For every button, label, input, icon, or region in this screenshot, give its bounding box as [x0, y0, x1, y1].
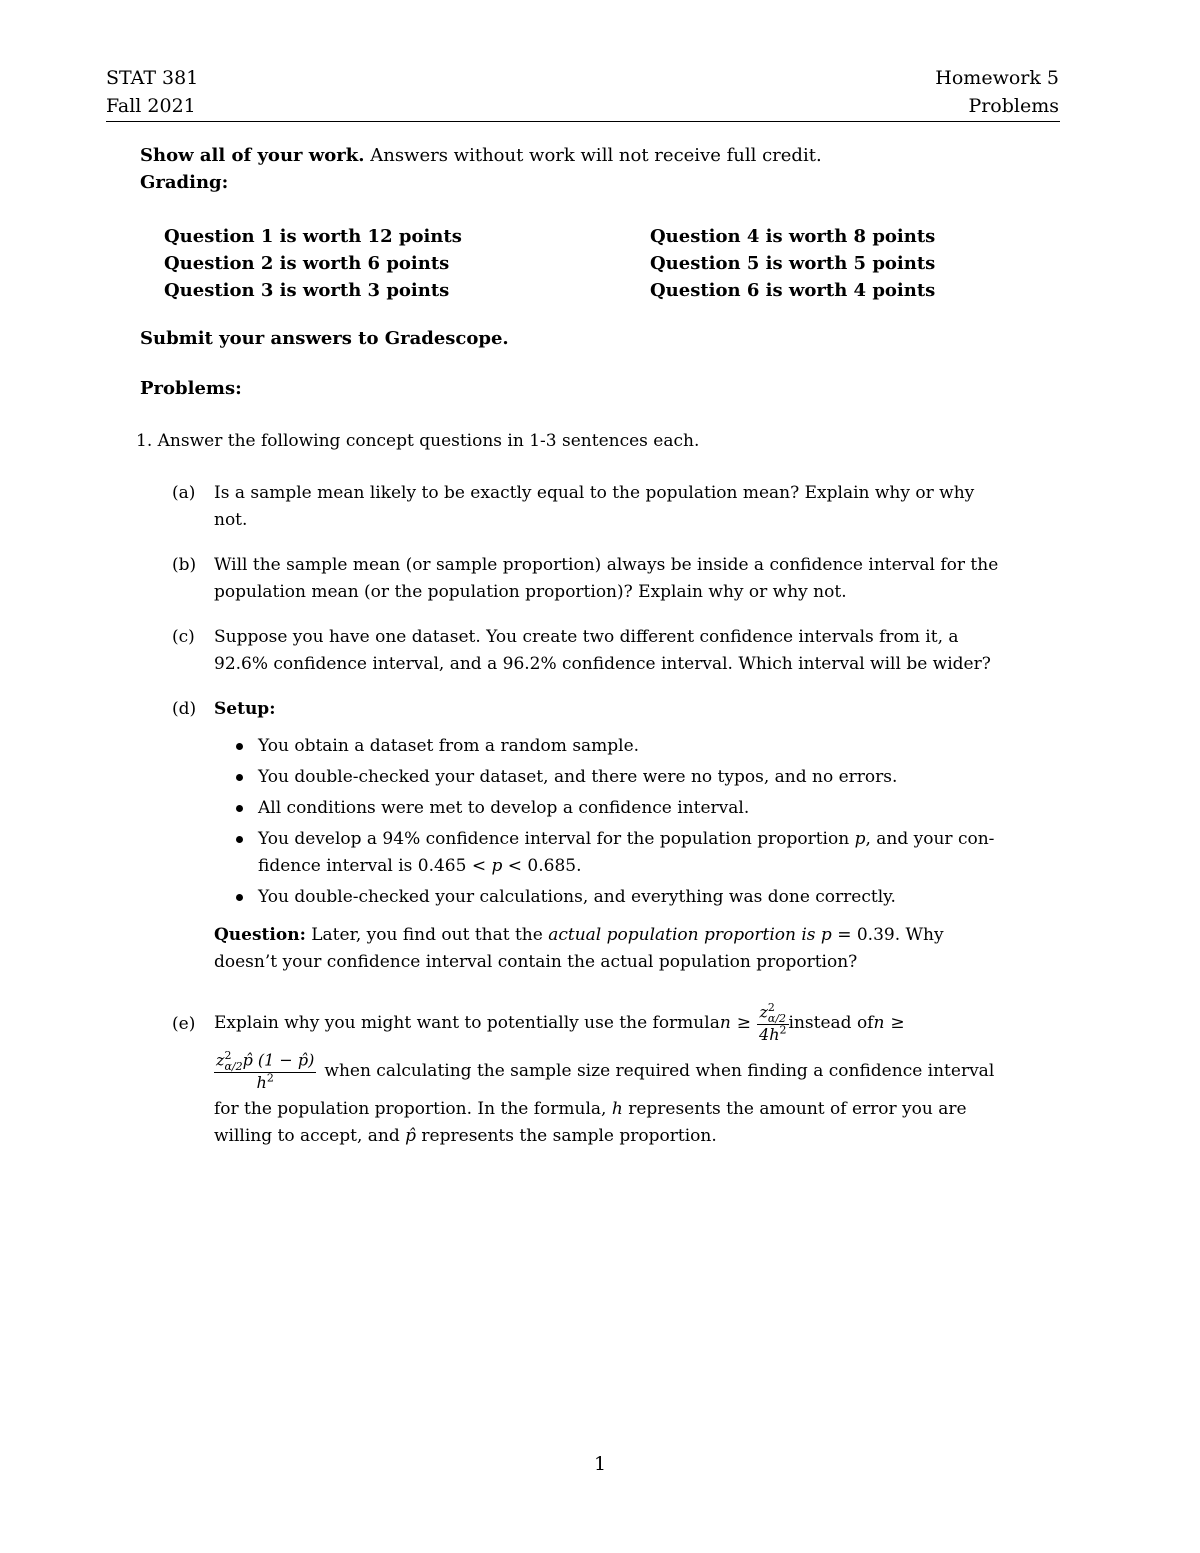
grading-item: Question 6 is worth 4 points: [650, 280, 936, 301]
question-label: Question:: [214, 925, 306, 945]
part-body: Explain why you might want to potentially use the formula n ≥ z 2 α/2 $4h^2$ instead of n ≥ z 2 α/2 p̂ (1 − p̂) $h^2$ when calculating the sample size required when finding a confidence interval for the population proportion. In the formula, h represents the amount of error you are willing to accept, and p̂ represents the sample proportion.: [214, 1000, 995, 1146]
part-label: (a): [172, 483, 196, 503]
text-line: 92.6% confidence interval, and a 96.2% confidence interval. Which interval will be wider?: [214, 654, 991, 674]
part-body: [214, 480, 1060, 534]
submit-instruction: Submit your answers to Gradescope.: [140, 328, 509, 349]
bullet-icon: [236, 805, 243, 812]
part-body: Question: Later, you find out that the actual population proportion is p = 0.39. Why doesn’t your confidence interval contain the actual population proportion?: [214, 922, 1060, 976]
bullet-icon: [236, 894, 243, 901]
part-label: (b): [172, 555, 197, 575]
show-work-line: [140, 142, 1060, 169]
question-number: 1.: [136, 431, 153, 451]
list-item: All conditions were met to develop a confidence interval.: [232, 795, 1060, 822]
part-body: [214, 552, 1060, 606]
text-line: not.: [214, 510, 248, 530]
text-line: Suppose you have one dataset. You create two different confidence intervals from it, a: [214, 627, 959, 647]
part-label: (c): [172, 627, 195, 647]
course-name: STAT 381: [106, 67, 199, 89]
term: Fall 2021: [106, 95, 196, 117]
list-item: You develop a 94% confidence interval for the population proportion p, and your con- fidence interval is 0.465 < p < 0.685.: [232, 826, 1060, 880]
show-work-bold: Show all of your work.: [140, 145, 365, 166]
grading-item: Question 1 is worth 12 points: [164, 226, 462, 247]
formula-fraction-2: z 2 α/2 p̂ (1 − p̂) $h^2$: [216, 1048, 315, 1092]
header-rule: [106, 121, 1060, 122]
grading-item: Question 4 is worth 8 points: [650, 226, 936, 247]
formula-fraction-1: z 2 α/2 $4h^2$: [759, 1000, 787, 1044]
grading-item: Question 3 is worth 3 points: [164, 280, 450, 301]
bullet-icon: [236, 774, 243, 781]
setup-list: [232, 733, 1060, 911]
page-number: 1: [593, 1453, 607, 1475]
text-line: Is a sample mean likely to be exactly equal to the population mean? Explain why or why: [214, 483, 975, 503]
header-left: [106, 64, 198, 120]
assignment-title: Homework 5: [935, 67, 1059, 89]
grading-item: Question 2 is worth 6 points: [164, 253, 450, 274]
text-line: population mean (or the population proportion)? Explain why or why not.: [214, 582, 847, 602]
section-title: Problems: [968, 95, 1059, 117]
part-label: (e): [172, 1014, 196, 1034]
part-body: [214, 696, 1060, 723]
text-line: Will the sample mean (or sample proportion) always be inside a confidence interval for the: [214, 555, 999, 575]
question-text: Answer the following concept questions in 1-3 sentences each.: [157, 431, 700, 451]
text-line: doesn’t your confidence interval contain the actual population proportion?: [214, 952, 858, 972]
bullet-icon: [236, 836, 243, 843]
part-label: (d): [172, 699, 197, 719]
list-item: You double-checked your dataset, and there were no typos, and no errors.: [232, 764, 1060, 791]
part-body: [214, 624, 1060, 678]
question-1: [136, 428, 699, 455]
grading-column-right: [650, 223, 935, 304]
bullet-icon: [236, 743, 243, 750]
header-right: [935, 64, 1059, 120]
problems-heading: Problems:: [140, 378, 242, 399]
grading-label: Grading:: [140, 172, 229, 193]
grading-column-left: [164, 223, 462, 304]
list-item: You obtain a dataset from a random sample.: [232, 733, 1060, 760]
show-work-rest: Answers without work will not receive full credit.: [364, 145, 822, 166]
intro: [140, 142, 1060, 196]
list-item: You double-checked your calculations, and everything was done correctly.: [232, 884, 1060, 911]
grading-item: Question 5 is worth 5 points: [650, 253, 936, 274]
setup-label: Setup:: [214, 699, 276, 719]
